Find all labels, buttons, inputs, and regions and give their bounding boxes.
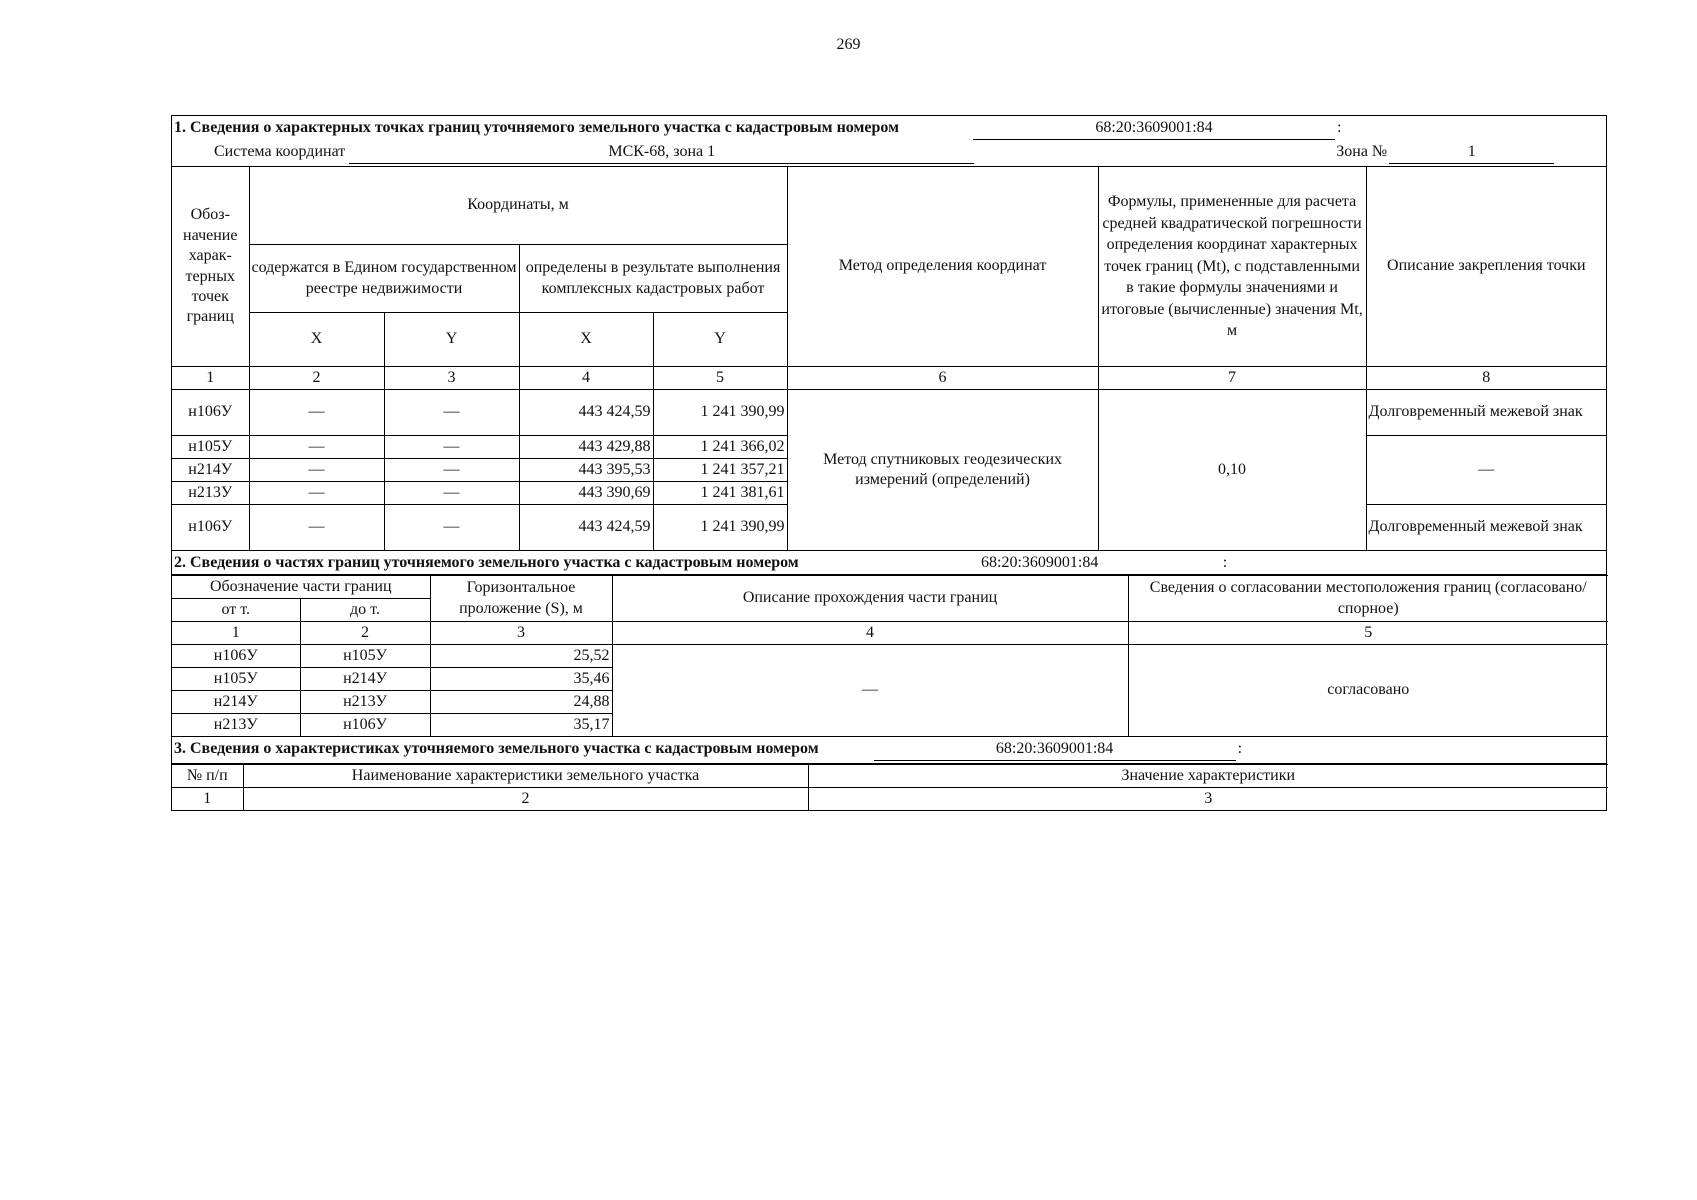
header-designation: Обоз-начение харак-терных точек границ <box>172 167 249 367</box>
header-value: Значение характеристики <box>808 765 1608 788</box>
horizontal-value: 24,88 <box>430 691 612 714</box>
section1-colon: : <box>1336 119 1342 136</box>
section3-colon: : <box>1237 740 1243 757</box>
point-name: н105У <box>172 436 249 459</box>
header-name: Наименование характеристики земельного участка <box>243 765 808 788</box>
fixing-value: Долговременный межевой знак <box>1366 390 1606 436</box>
reg-y-value: — <box>384 505 519 551</box>
table-row <box>172 645 1608 668</box>
point-name: н214У <box>172 459 249 482</box>
coord-system-label: Система координат <box>214 143 346 160</box>
coord-system-value: МСК-68, зона 1 <box>349 142 974 164</box>
reg-x-value: — <box>249 436 384 459</box>
table-row <box>172 390 1606 436</box>
point-name: н106У <box>172 390 249 436</box>
to-point: н105У <box>300 645 430 668</box>
col-number: 3 <box>808 788 1608 810</box>
col-number: 4 <box>612 622 1128 645</box>
from-point: н105У <box>172 668 300 691</box>
reg-x-value: — <box>249 459 384 482</box>
section1-table <box>172 166 1606 551</box>
point-name: н213У <box>172 482 249 505</box>
horizontal-value: 25,52 <box>430 645 612 668</box>
reg-y-value: — <box>384 390 519 436</box>
header-description: Описание прохождения части границ <box>612 576 1128 622</box>
section2-colon: : <box>1222 554 1228 571</box>
zone-label: Зона № <box>1336 143 1388 160</box>
horizontal-value: 35,46 <box>430 668 612 691</box>
point-name: н106У <box>172 505 249 551</box>
reg-x-value: — <box>249 505 384 551</box>
reg-y-value: — <box>384 459 519 482</box>
header-det-x: X <box>519 313 653 367</box>
x-value: 443 395,53 <box>519 459 653 482</box>
header-reg-y: Y <box>384 313 519 367</box>
description-value: — <box>612 645 1128 737</box>
col-number: 7 <box>1098 367 1366 390</box>
col-number: 2 <box>249 367 384 390</box>
header-method: Метод определения координат <box>787 167 1098 367</box>
section2-cadastral-number: 68:20:3609001:84 <box>859 553 1221 575</box>
reg-x-value: — <box>249 390 384 436</box>
header-formulas: Формулы, примененные для расчета средней квадратической погрешности определения координат характерных точек границ (Mt), с подставленными в такие формулы значениями и итоговые (вычисленные) значения Mt, м <box>1098 167 1366 367</box>
section2-table <box>172 575 1608 737</box>
header-reg-x: X <box>249 313 384 367</box>
y-value: 1 241 381,61 <box>653 482 787 505</box>
reg-y-value: — <box>384 436 519 459</box>
y-value: 1 241 366,02 <box>653 436 787 459</box>
header-to: до т. <box>300 599 430 622</box>
agreement-value: согласовано <box>1128 645 1608 737</box>
to-point: н213У <box>300 691 430 714</box>
header-fixing: Описание закрепления точки <box>1366 167 1606 367</box>
section3-header <box>172 737 1606 764</box>
section2-title: 2. Сведения о частях границ уточняемого земельного участка с кадастровым номером <box>174 554 799 571</box>
col-number: 4 <box>519 367 653 390</box>
col-number: 1 <box>172 622 300 645</box>
col-number: 3 <box>384 367 519 390</box>
col-number: 5 <box>1128 622 1608 645</box>
mt-value: 0,10 <box>1098 390 1366 551</box>
col-number: 6 <box>787 367 1098 390</box>
to-point: н106У <box>300 714 430 737</box>
zone-value: 1 <box>1389 142 1554 164</box>
from-point: н214У <box>172 691 300 714</box>
x-value: 443 424,59 <box>519 390 653 436</box>
x-value: 443 429,88 <box>519 436 653 459</box>
method-value: Метод спутниковых геодезических измерений (определений) <box>787 390 1098 551</box>
section2-header <box>172 551 1606 575</box>
header-det-y: Y <box>653 313 787 367</box>
col-number: 5 <box>653 367 787 390</box>
header-coordinates: Координаты, м <box>249 167 787 245</box>
fixing-value: Долговременный межевой знак <box>1366 505 1606 551</box>
header-part-designation: Обозначение части границ <box>172 576 430 599</box>
header-agreement: Сведения о согласовании местоположения границ (согласовано/спорное) <box>1128 576 1608 622</box>
reg-x-value: — <box>249 482 384 505</box>
header-horizontal: Горизонтальное проложение (S), м <box>430 576 612 622</box>
y-value: 1 241 390,99 <box>653 505 787 551</box>
col-number: 2 <box>243 788 808 810</box>
x-value: 443 390,69 <box>519 482 653 505</box>
y-value: 1 241 357,21 <box>653 459 787 482</box>
section3-title: 3. Сведения о характеристиках уточняемого земельного участка с кадастровым номером <box>174 740 819 757</box>
header-determined: определены в результате выполнения комплексных кадастровых работ <box>519 245 787 313</box>
page-number: 269 <box>836 36 861 53</box>
col-number: 2 <box>300 622 430 645</box>
header-in-registry: содержатся в Едином государственном реестре недвижимости <box>249 245 519 313</box>
reg-y-value: — <box>384 482 519 505</box>
section3-cadastral-number: 68:20:3609001:84 <box>874 739 1236 761</box>
to-point: н214У <box>300 668 430 691</box>
col-number: 1 <box>172 367 249 390</box>
col-number: 3 <box>430 622 612 645</box>
section3-table <box>172 764 1608 810</box>
y-value: 1 241 390,99 <box>653 390 787 436</box>
x-value: 443 424,59 <box>519 505 653 551</box>
from-point: н213У <box>172 714 300 737</box>
col-number: 8 <box>1366 367 1606 390</box>
section1-cadastral-number: 68:20:3609001:84 <box>973 118 1335 140</box>
col-number: 1 <box>172 788 243 810</box>
from-point: н106У <box>172 645 300 668</box>
fixing-value: — <box>1366 436 1606 505</box>
header-from: от т. <box>172 599 300 622</box>
header-num: № п/п <box>172 765 243 788</box>
section1-header <box>172 116 1606 167</box>
cadastral-document <box>171 115 1607 811</box>
section1-title: 1. Сведения о характерных точках границ уточняемого земельного участка с кадастровым номером <box>174 119 899 136</box>
horizontal-value: 35,17 <box>430 714 612 737</box>
